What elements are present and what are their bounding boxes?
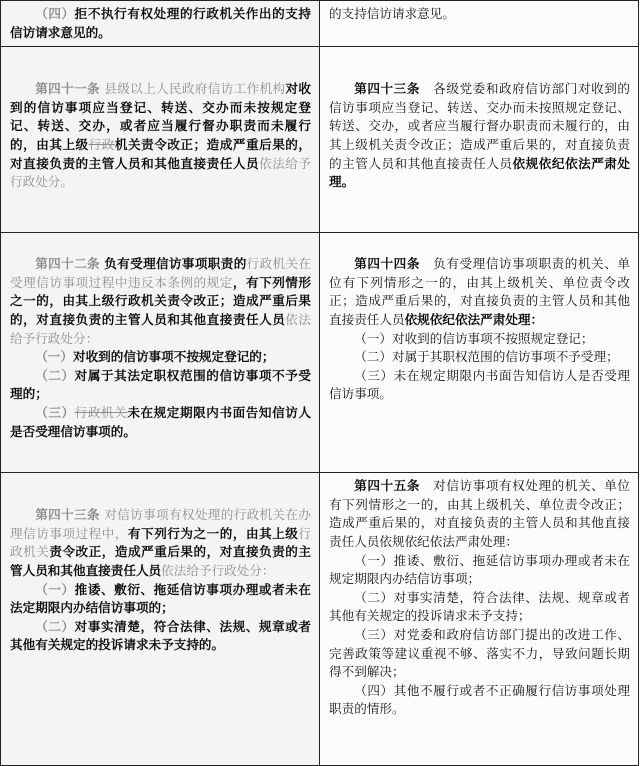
article-number: 第四十三条 (35, 507, 100, 523)
article-number: 第四十四条 (354, 256, 420, 272)
article-number: 第四十三条 (354, 81, 420, 97)
new-item-1: （一）对收到的信访事项不按照规定登记； (354, 330, 594, 346)
deleted-text: 行政机关 (74, 404, 128, 420)
old-item-3: （三）行政机关未在规定期限内书面告知信访人是否受理信访事项的。 (10, 404, 312, 439)
new-article-43: 第四十三条 各级党委和政府信访部门对收到的信访事项应当登记、转送、交办而未按照规定登记、转送、交办，或者应当履行督办职责而未履行的，由其上级机关责令改正；造成严重后果的，对直接负责的主管人员和其他直接责任人员依规依纪依法严肃处理。 (329, 81, 631, 190)
new-article-cell (320, 47, 639, 233)
table-row (1, 473, 639, 766)
article-number: 第四十一条 (35, 81, 100, 97)
new-item-2: （二）对事实清楚，符合法律、法规、规章或者其他有关规定的投诉请求未予支持； (329, 589, 630, 624)
old-article-cell (1, 1, 320, 47)
old-article-cell (1, 47, 320, 233)
new-item-4: （四）其他不履行或者不正确履行信访事项处理职责的情形。 (329, 682, 630, 717)
new-item-2: （二）对属于其职权范围的信访事项不予受理； (354, 349, 619, 365)
item-number: （四） (35, 6, 75, 21)
old-item-1: （一）推诿、敷衍、拖延信访事项办理或者未在法定期限内办结信访事项的； (10, 581, 312, 616)
old-clause-4 (10, 5, 311, 42)
new-item-3: （三）未在规定期限内书面告知信访人是否受理信访事项。 (329, 367, 630, 402)
new-clause-tail: 的支持信访请求意见。 (329, 6, 455, 21)
new-article-cell (320, 1, 639, 47)
old-item-2: （二）对属于其法定职权范围的信访事项不予受理的； (10, 367, 312, 402)
old-article-43: 第四十三条 对信访事项有权处理的行政机关在办理信访事项过程中，有下列行为之一的，由其上级行政机关责令改正，造成严重后果的，对直接负责的主管人员和其他直接责任人员依法给予行政处分： (10, 507, 312, 578)
new-article-cell (320, 473, 639, 766)
article-number: 第四十二条 (35, 256, 100, 272)
deleted-text: 行政 (88, 136, 115, 152)
article-number: 第四十五条 (354, 478, 420, 494)
old-article-42: 第四十二条 负有受理信访事项职责的行政机关在受理信访事项过程中违反本条例的规定，有下列情形之一的，由其上级行政机关责令改正；造成严重后果的，对直接负责的主管人员和其他直接责任人员依法给予行政处分： (10, 256, 312, 346)
table-row (1, 1, 639, 47)
old-article-41: 第四十一条 县级以上人民政府信访工作机构对收到的信访事项应当登记、转送、交办而未按规定登记、转送、交办，或者应当履行督办职责而未履行的，由其上级行政机关责令改正；造成严重后果的，对直接负责的主管人员和其他直接责任人员依法给予行政处分。 (10, 81, 312, 190)
new-item-1: （一）推诿、敷衍、拖延信访事项办理或者未在规定期限内办结信访事项； (329, 552, 630, 587)
table-row (1, 233, 639, 473)
clause-text: 拒不执行有权处理的行政机关作出的支持信访请求意见的。 (10, 6, 312, 40)
new-article-45: 第四十五条 对信访事项有权处理的机关、单位有下列情形之一的，由其上级机关、单位责令改正；造成严重后果的，对直接负责的主管人员和其他直接责任人员依规依纪依法严肃处理： (329, 478, 631, 549)
old-article-cell (1, 473, 320, 766)
old-article-cell (1, 233, 320, 473)
old-item-2: （二）对事实清楚，符合法律、法规、规章或者其他有关规定的投诉请求未予支持的。 (10, 618, 312, 653)
table-row (1, 47, 639, 233)
old-item-1: （一）对收到的信访事项不按规定登记的； (35, 349, 275, 365)
new-article-cell (320, 233, 639, 473)
new-item-3: （三）对党委和政府信访部门提出的改进工作、完善政策等建议重视不够、落实不力，导致问题长期得不到解决； (329, 626, 630, 680)
new-article-44: 第四十四条 负有受理信访事项职责的机关、单位有下列情形之一的，由其上级机关、单位责令改正；造成严重后果的，对直接负责的主管人员和其他直接责任人员依规依纪依法严肃处理： (329, 256, 631, 327)
